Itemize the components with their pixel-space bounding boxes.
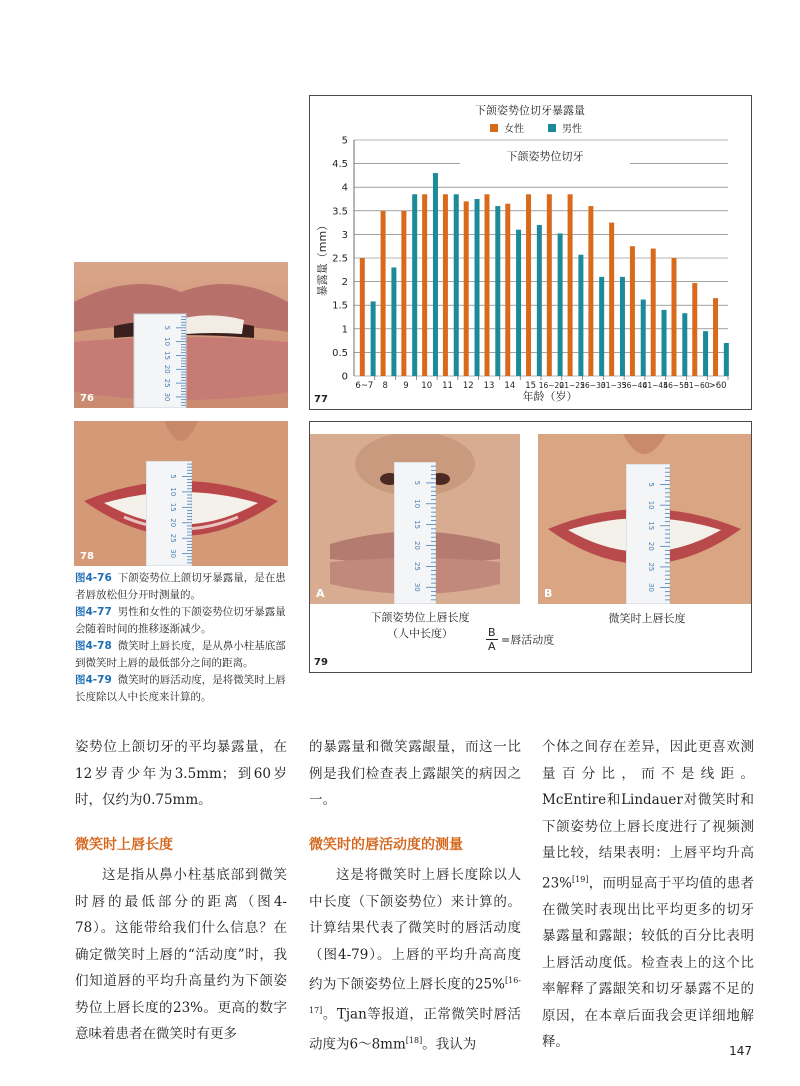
ruler-tick-label: 5 bbox=[413, 480, 421, 486]
bar-female bbox=[713, 298, 718, 376]
bar-male bbox=[475, 199, 480, 376]
legend-swatch bbox=[490, 124, 498, 132]
y-tick-label: 4.5 bbox=[332, 159, 348, 171]
x-tick-label: 12 bbox=[462, 381, 474, 391]
bar-female bbox=[484, 194, 489, 376]
bar-male bbox=[412, 194, 417, 376]
x-tick-label: 6~7 bbox=[355, 381, 374, 391]
bar-male bbox=[454, 194, 459, 376]
legend-label: 女性 bbox=[504, 124, 524, 135]
bar-male bbox=[703, 331, 708, 376]
ruler-tick-label: 30 bbox=[163, 392, 171, 402]
ruler-tick-label: 20 bbox=[647, 541, 655, 551]
page-number: 147 bbox=[729, 1044, 752, 1058]
x-tick-label: 31~35 bbox=[601, 381, 627, 390]
y-tick-label: 5 bbox=[341, 135, 348, 147]
y-tick-label: 0.5 bbox=[332, 347, 348, 359]
paragraph: 姿势位上颌切牙的平均暴露量，在12岁青少年为3.5mm；到60岁时，仅约为0.75mm。 bbox=[75, 739, 287, 808]
bar-female bbox=[588, 206, 593, 376]
paragraph: 个体之间存在差异，因此更喜欢测量百分比，而不是线距。McEntire和Lindauer对微笑时和下颌姿势位上唇长度进行了视频测量比较，结果表明：上唇平均升高23%[19]，而明显高于平均值的患者在微笑时表现出比平均更多的切牙暴露量和露龈；较低的百分比表明上唇活动度低。检查表上的这个比率解释了露龈笑和切牙暴露不足的原因，在本章后面我会更详细地解释。 bbox=[542, 739, 754, 1050]
x-tick-label: 21~25 bbox=[559, 381, 585, 390]
bar-female bbox=[464, 201, 469, 376]
section-heading-lip-length: 微笑时上唇长度 bbox=[75, 836, 173, 853]
paragraph: 这是指从鼻小柱基底部到微笑时唇的最低部分的距离（图4-78）。这能带给我们什么信息？在确定微笑时上唇的“活动度”时，我们知道唇的平均升高量约为下颌姿势位上唇长度的23%。更高的数字意味着患者在微笑时有更多 bbox=[75, 867, 287, 1042]
ruler-tick-label: 15 bbox=[163, 351, 171, 360]
ruler-tick-label: 30 bbox=[647, 583, 655, 592]
bar-male bbox=[495, 206, 500, 376]
ruler-tick-label: 5 bbox=[647, 482, 655, 487]
bar-male bbox=[620, 277, 625, 376]
bar-male bbox=[641, 300, 646, 376]
ruler-tick-label: 20 bbox=[169, 518, 177, 528]
y-tick-label: 3 bbox=[341, 229, 348, 241]
bar-chart-svg bbox=[310, 96, 751, 409]
x-tick-label: 10 bbox=[421, 381, 433, 391]
figure-79a-caption: 下颌姿势位上唇长度 （人中长度） bbox=[370, 611, 470, 640]
bar-male bbox=[371, 301, 376, 376]
figure-76-photo bbox=[74, 262, 288, 408]
bar-female bbox=[547, 194, 552, 376]
figure-79a-photo bbox=[310, 434, 520, 604]
x-tick-label: 8 bbox=[382, 381, 388, 391]
y-tick-label: 1.5 bbox=[332, 300, 348, 312]
caption-4-76: 图4-76 下颌姿势位上颌切牙暴露量，是在患者唇放松但分开时测量的。 bbox=[75, 572, 286, 601]
formula: $\frac{B}{A}$ =唇活动度 bbox=[488, 626, 555, 653]
bar-male bbox=[537, 225, 542, 376]
ruler-tick-label: 15 bbox=[647, 521, 655, 531]
x-tick-label: 36~40 bbox=[621, 381, 648, 390]
x-tick-label: 16~20 bbox=[538, 381, 565, 390]
bar-female bbox=[381, 211, 386, 376]
ruler-76 bbox=[134, 314, 186, 408]
ruler-tick-label: 20 bbox=[163, 364, 171, 374]
ruler-tick-label: 5 bbox=[163, 325, 171, 331]
section-heading-lip-mobility: 微笑时的唇活动度的测量 bbox=[309, 836, 463, 853]
y-tick-label: 1 bbox=[341, 324, 348, 336]
bar-female bbox=[630, 246, 635, 376]
ruler-tick-label: 30 bbox=[169, 549, 177, 559]
ruler-tick-label: 25 bbox=[163, 378, 171, 388]
caption-4-77: 图4-77 男性和女性的下颌姿势位切牙暴露量会随着时间的推移逐渐减少。 bbox=[75, 606, 286, 635]
ruler-tick-label: 10 bbox=[169, 487, 177, 497]
caption-4-79: 图4-79 微笑时的唇活动度，是将微笑时上唇长度除以人中长度来计算的。 bbox=[75, 674, 286, 703]
chart-subtitle: 下颌姿势位切牙 bbox=[506, 150, 584, 163]
bar-female bbox=[609, 223, 614, 376]
x-tick-label: 14 bbox=[504, 381, 516, 391]
x-tick-label: 51~60 bbox=[684, 381, 710, 390]
figure-79b-photo bbox=[538, 434, 751, 604]
figure-76-label: 76 bbox=[80, 393, 94, 404]
caption-4-78: 图4-78 微笑时上唇长度，是从鼻小柱基底部到微笑时上唇的最低部分之间的距离。 bbox=[75, 640, 286, 669]
ruler-79b bbox=[626, 464, 670, 604]
bar-male bbox=[433, 173, 438, 376]
figure-78-photo bbox=[74, 421, 288, 566]
ruler-tick-label: 15 bbox=[169, 502, 177, 512]
ruler-tick-label: 10 bbox=[163, 337, 171, 347]
figure-79b-letter: B bbox=[544, 587, 553, 600]
ruler-tick-label: 20 bbox=[413, 541, 421, 550]
text-column-3 bbox=[542, 734, 754, 1056]
ruler-tick-label: 25 bbox=[413, 561, 421, 571]
bar-female bbox=[671, 258, 676, 376]
legend-label: 男性 bbox=[562, 124, 582, 135]
figure-79-label: 79 bbox=[314, 657, 328, 668]
x-tick-label: >60 bbox=[708, 381, 727, 391]
paragraph: 这是将微笑时上唇长度除以人中长度（下颌姿势位）来计算的。计算结果代表了微笑时的唇活动度（图4-79）。上唇的平均升高高度约为下颌姿势位上唇长度的25%[16-17]。Tjan等报道，正常微笑时唇活动度为6～8mm[18]。我认为 bbox=[309, 867, 521, 1053]
bar-male bbox=[558, 233, 563, 376]
bar-male bbox=[516, 230, 521, 376]
bar-male bbox=[724, 343, 729, 376]
bar-male bbox=[682, 313, 687, 376]
figure-78-label: 78 bbox=[80, 551, 94, 562]
ruler-79a bbox=[394, 462, 436, 604]
bar-female bbox=[401, 211, 406, 376]
x-tick-label: 11 bbox=[442, 381, 453, 391]
x-axis-label: 年龄（岁） bbox=[522, 390, 578, 403]
y-tick-label: 0 bbox=[341, 371, 348, 383]
ruler-tick-label: 25 bbox=[647, 562, 655, 572]
x-tick-label: 41~45 bbox=[642, 381, 668, 390]
bar-female bbox=[443, 194, 448, 376]
x-tick-label: 9 bbox=[403, 381, 409, 391]
y-axis-label: 暴露量（mm） bbox=[316, 219, 329, 297]
ruler-tick-label: 25 bbox=[169, 533, 177, 543]
ruler-tick-label: 10 bbox=[647, 500, 655, 510]
x-tick-label: 13 bbox=[483, 381, 495, 391]
ruler-tick-label: 15 bbox=[413, 520, 421, 530]
ruler-78 bbox=[146, 461, 192, 566]
bar-female bbox=[526, 194, 531, 376]
figure-79a-letter: A bbox=[316, 587, 325, 600]
bar-male bbox=[578, 255, 583, 376]
bar-female bbox=[422, 194, 427, 376]
bar-female bbox=[360, 258, 365, 376]
ruler-tick-label: 30 bbox=[413, 582, 421, 592]
figure-77-chart bbox=[309, 95, 752, 410]
y-tick-label: 3.5 bbox=[332, 206, 348, 218]
ruler-tick-label: 5 bbox=[169, 474, 177, 479]
ruler-tick-label: 10 bbox=[413, 499, 421, 509]
paragraph: 的暴露量和微笑露龈量，而这一比例是我们检查表上露龈笑的病因之一。 bbox=[309, 739, 521, 808]
x-tick-label: 15 bbox=[525, 381, 537, 391]
chart-title: 下颌姿势位切牙暴露量 bbox=[475, 104, 585, 117]
bar-female bbox=[568, 194, 573, 376]
bar-female bbox=[505, 204, 510, 376]
bar-male bbox=[662, 310, 667, 376]
figure-79 bbox=[309, 421, 752, 673]
text-column-1 bbox=[75, 734, 287, 1048]
figure-77-label: 77 bbox=[314, 394, 328, 405]
bar-female bbox=[692, 283, 697, 376]
legend-swatch bbox=[548, 124, 556, 132]
bar-male bbox=[599, 277, 604, 376]
figure-captions bbox=[75, 570, 290, 706]
bar-female bbox=[651, 249, 656, 376]
y-tick-label: 2.5 bbox=[332, 253, 348, 265]
x-tick-label: 26~30 bbox=[580, 381, 606, 390]
y-tick-label: 2 bbox=[341, 277, 348, 289]
figure-79b-caption: 微笑时上唇长度 bbox=[608, 612, 686, 625]
bar-male bbox=[391, 267, 396, 376]
y-tick-label: 4 bbox=[341, 182, 348, 194]
x-tick-label: 46~50 bbox=[663, 381, 689, 390]
text-column-2 bbox=[309, 734, 521, 1058]
